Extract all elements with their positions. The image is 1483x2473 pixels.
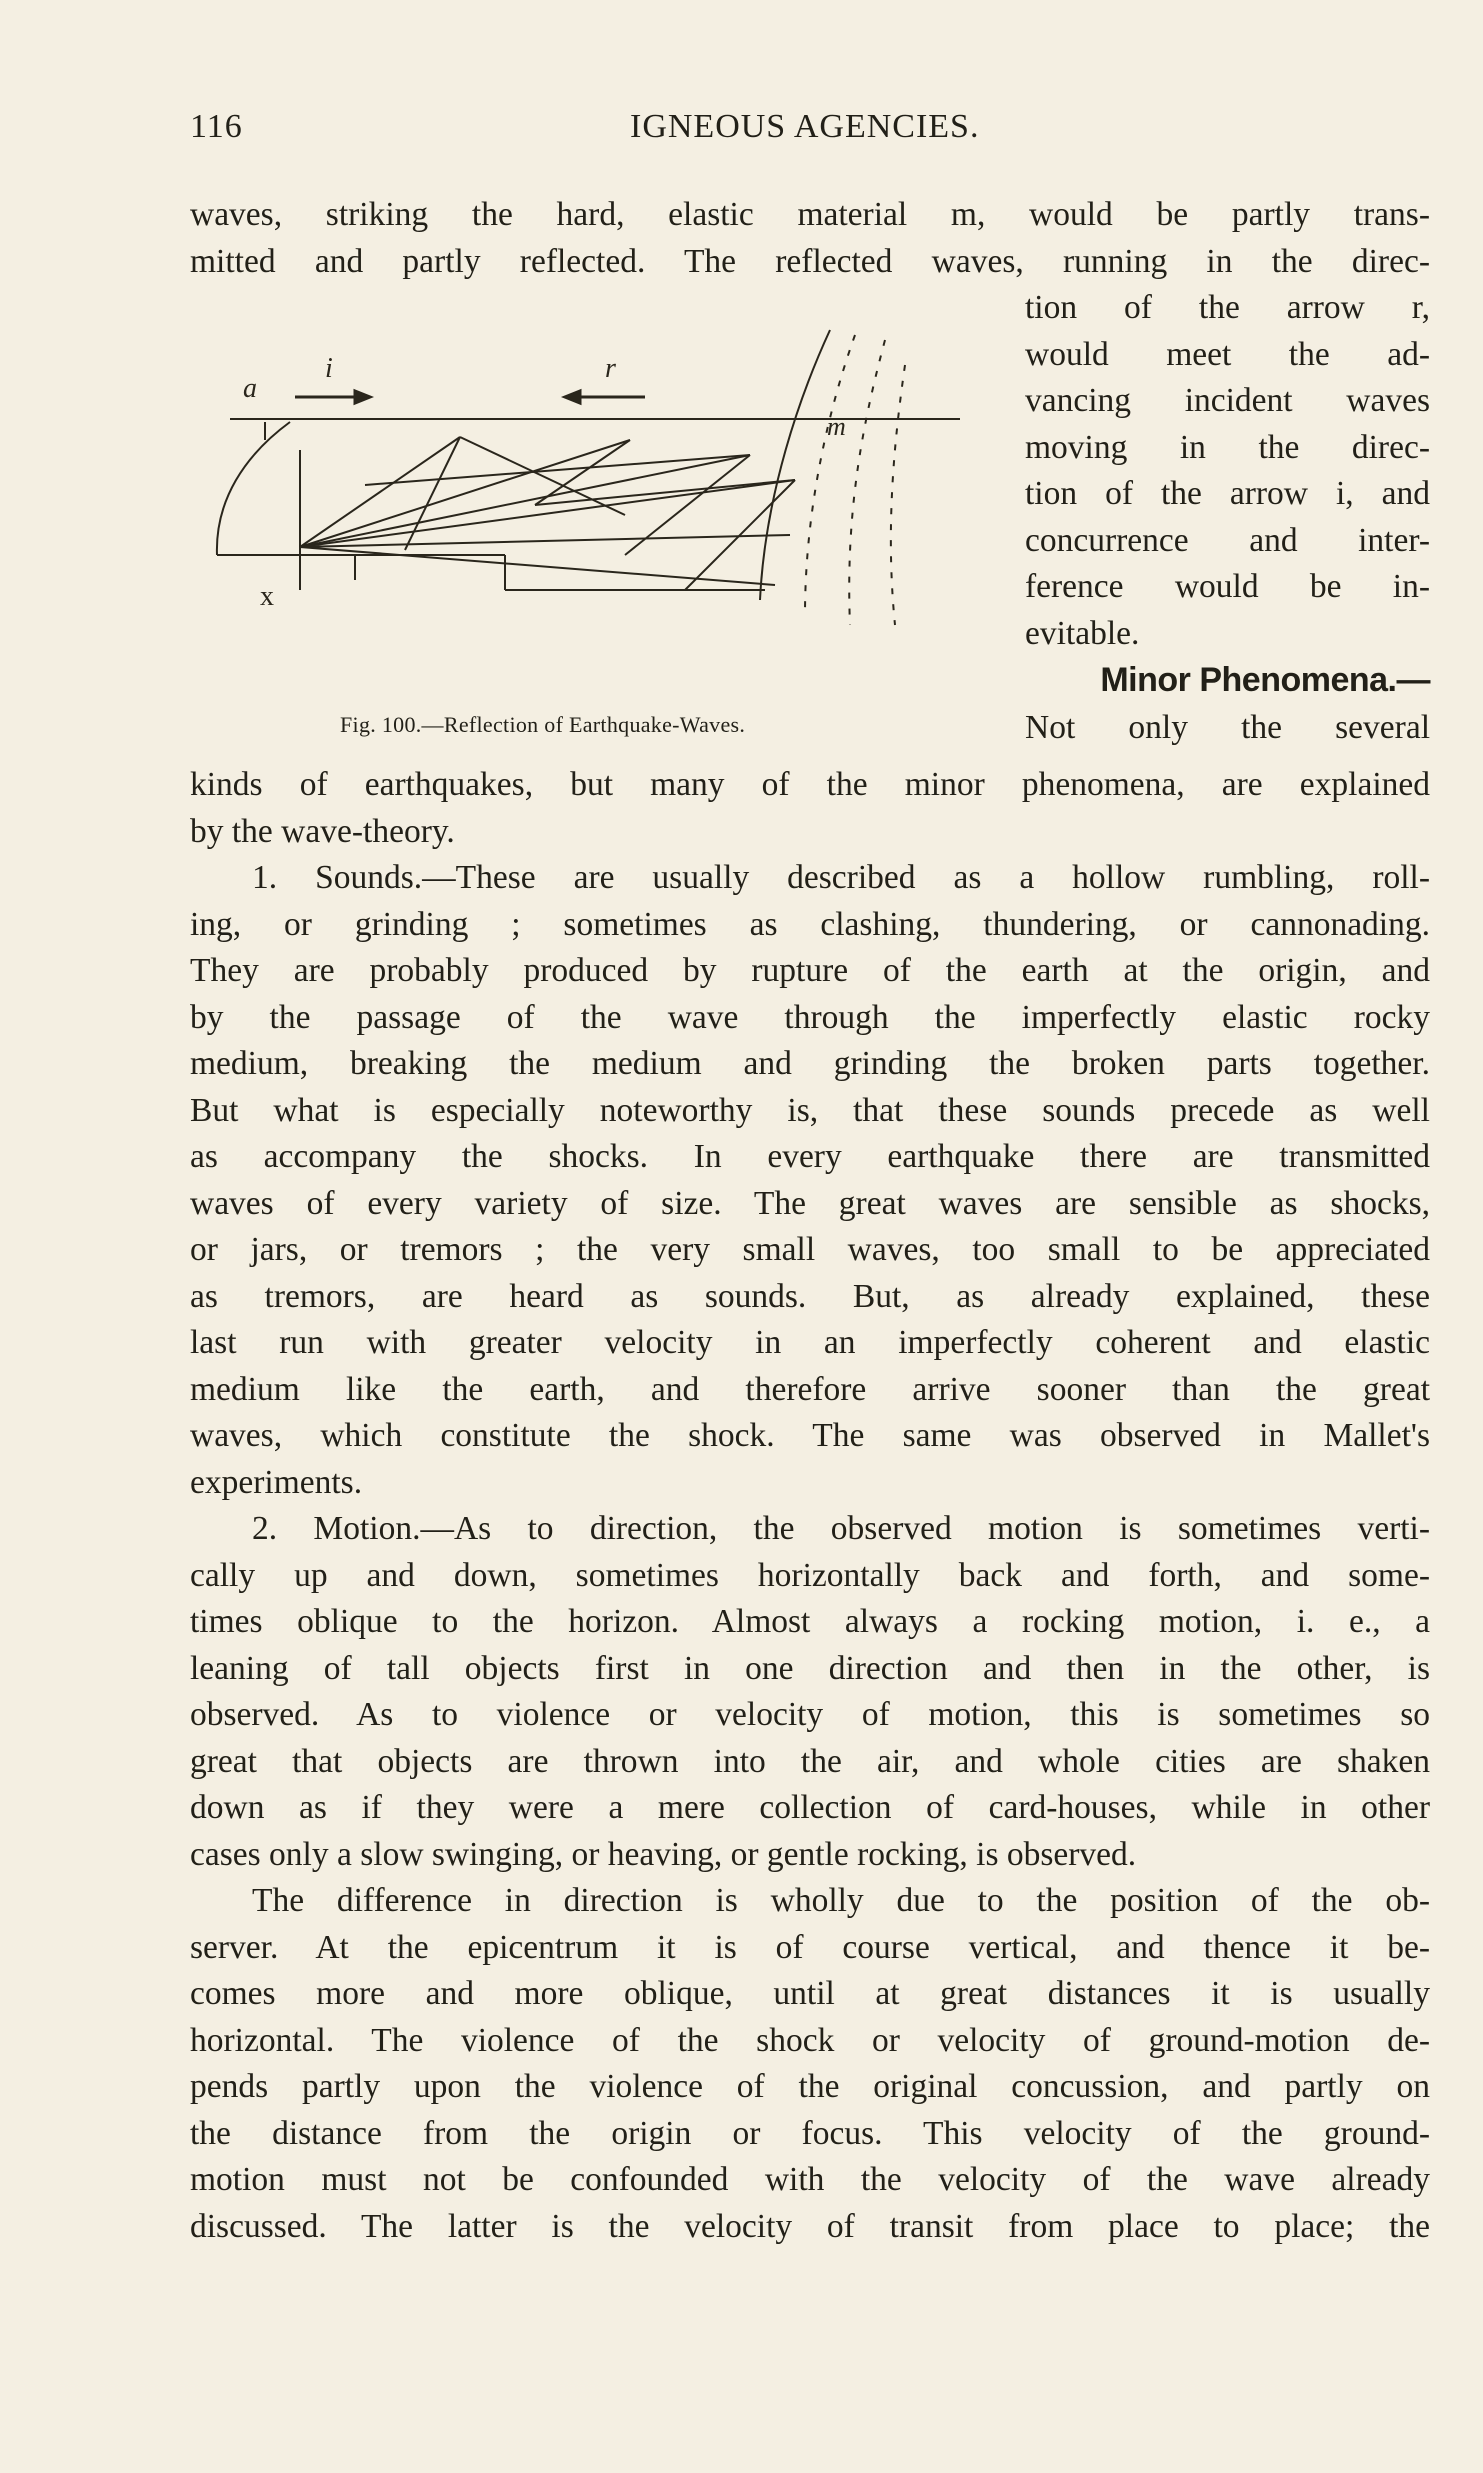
figure-label-a: a [243, 373, 257, 404]
paragraph-sounds [190, 855, 1430, 1506]
text-line: pends partly upon the violence of the original concussion, and partly on [190, 2068, 1430, 2105]
text-line: vancing incident waves [1025, 382, 1430, 419]
text-line: would meet the ad- [1025, 335, 1430, 373]
text-line: The difference in direction is wholly due to the position of the ob- [252, 1882, 1430, 1919]
text-line: tion of the arrow r, [1025, 289, 1430, 326]
text-line: comes more and more oblique, until at great distances it is usually [190, 1975, 1430, 2012]
text-line: by the wave-theory. [190, 812, 455, 850]
text-line: medium, breaking the medium and grinding the broken parts together. [190, 1045, 1430, 1082]
text-line: down as if they were a mere collection of card-houses, while in other [190, 1789, 1430, 1826]
text-line: the distance from the origin or focus. This velocity of the ground- [190, 2114, 1430, 2152]
paragraph-motion [190, 1506, 1430, 1878]
text-line: evitable. [1025, 614, 1140, 652]
figure-caption: Fig. 100.—Reflection of Earthquake-Waves. [340, 712, 746, 737]
text-line: 2. Motion.—As to direction, the observed motion is sometimes verti- [252, 1510, 1430, 1547]
text-line: discussed. The latter is the velocity of transit from place to place; the [190, 2207, 1430, 2245]
page-number: 116 [190, 108, 243, 145]
text-line: tion of the arrow i, and [1025, 475, 1430, 512]
running-head: IGNEOUS AGENCIES. [630, 108, 980, 145]
text-line: last run with greater velocity in an imperfectly coherent and elastic [190, 1324, 1430, 1361]
text-line: waves, which constitute the shock. The same was observed in Mallet's [190, 1417, 1430, 1454]
text-line: ing, or grinding ; sometimes as clashing, thundering, or cannonading. [190, 905, 1430, 943]
text-line: ference would be in- [1025, 568, 1430, 605]
page-header [190, 108, 1430, 158]
text-line: medium like the earth, and therefore arrive sooner than the great [190, 1370, 1430, 1408]
text-line: as accompany the shocks. In every earthquake there are transmitted [190, 1138, 1430, 1175]
text-line: mitted and partly reflected. The reflected waves, running in the direc- [190, 242, 1430, 280]
text-line: concurrence and inter- [1025, 521, 1430, 559]
figure-label-r: r [605, 353, 616, 384]
text-line: waves, striking the hard, elastic material m, would be partly trans- [190, 196, 1430, 233]
text-line: experiments. [190, 1463, 363, 1501]
text-line: times oblique to the horizon. Almost always a rocking motion, i. e., a [190, 1603, 1430, 1640]
text-line: or jars, or tremors ; the very small waves, too small to be appreciated [190, 1231, 1430, 1268]
intro-paragraph [190, 192, 1430, 285]
text-line: moving in the direc- [1025, 428, 1430, 466]
text-line: 1. Sounds.—These are usually described as a hollow rumbling, roll- [252, 859, 1430, 896]
text-line: They are probably produced by rupture of the earth at the origin, and [190, 952, 1430, 989]
figure-label-m: m [827, 412, 846, 441]
text-line: by the passage of the wave through the imperfectly elastic rocky [190, 998, 1430, 1036]
text-line: great that objects are thrown into the air, and whole cities are shaken [190, 1742, 1430, 1780]
section-heading: Minor Phenomena.— [1100, 661, 1430, 699]
text-line: cally up and down, sometimes horizontally back and forth, and some- [190, 1556, 1430, 1594]
text-line: server. At the epicentrum it is of course vertical, and thence it be- [190, 1928, 1430, 1966]
text-line: Not only the several [1025, 708, 1430, 746]
figure-label-x: x [260, 581, 274, 612]
text-line: cases only a slow swinging, or heaving, or gentle rocking, is observed. [190, 1835, 1137, 1873]
text-line: motion must not be confounded with the velocity of the wave already [190, 2161, 1430, 2198]
text-line: waves of every variety of size. The great waves are sensible as shocks, [190, 1184, 1430, 1222]
side-text [1025, 285, 1430, 751]
figure-reflection-diagram [205, 325, 1005, 705]
paragraph-intro-phenomena [190, 762, 1430, 855]
section-head-line [1025, 657, 1430, 705]
paragraph-difference [190, 1878, 1430, 2250]
text-line: as tremors, are heard as sounds. But, as already explained, these [190, 1277, 1430, 1315]
text-line: horizontal. The violence of the shock or velocity of ground-motion de- [190, 2021, 1430, 2059]
text-line: leaning of tall objects first in one direction and then in the other, is [190, 1649, 1430, 1687]
text-line: kinds of earthquakes, but many of the minor phenomena, are explained [190, 766, 1430, 803]
text-line: But what is especially noteworthy is, that these sounds precede as well [190, 1091, 1430, 1129]
figure-label-i: i [325, 353, 333, 384]
reflection-diagram [205, 325, 1005, 705]
text-line: observed. As to violence or velocity of motion, this is sometimes so [190, 1696, 1430, 1733]
